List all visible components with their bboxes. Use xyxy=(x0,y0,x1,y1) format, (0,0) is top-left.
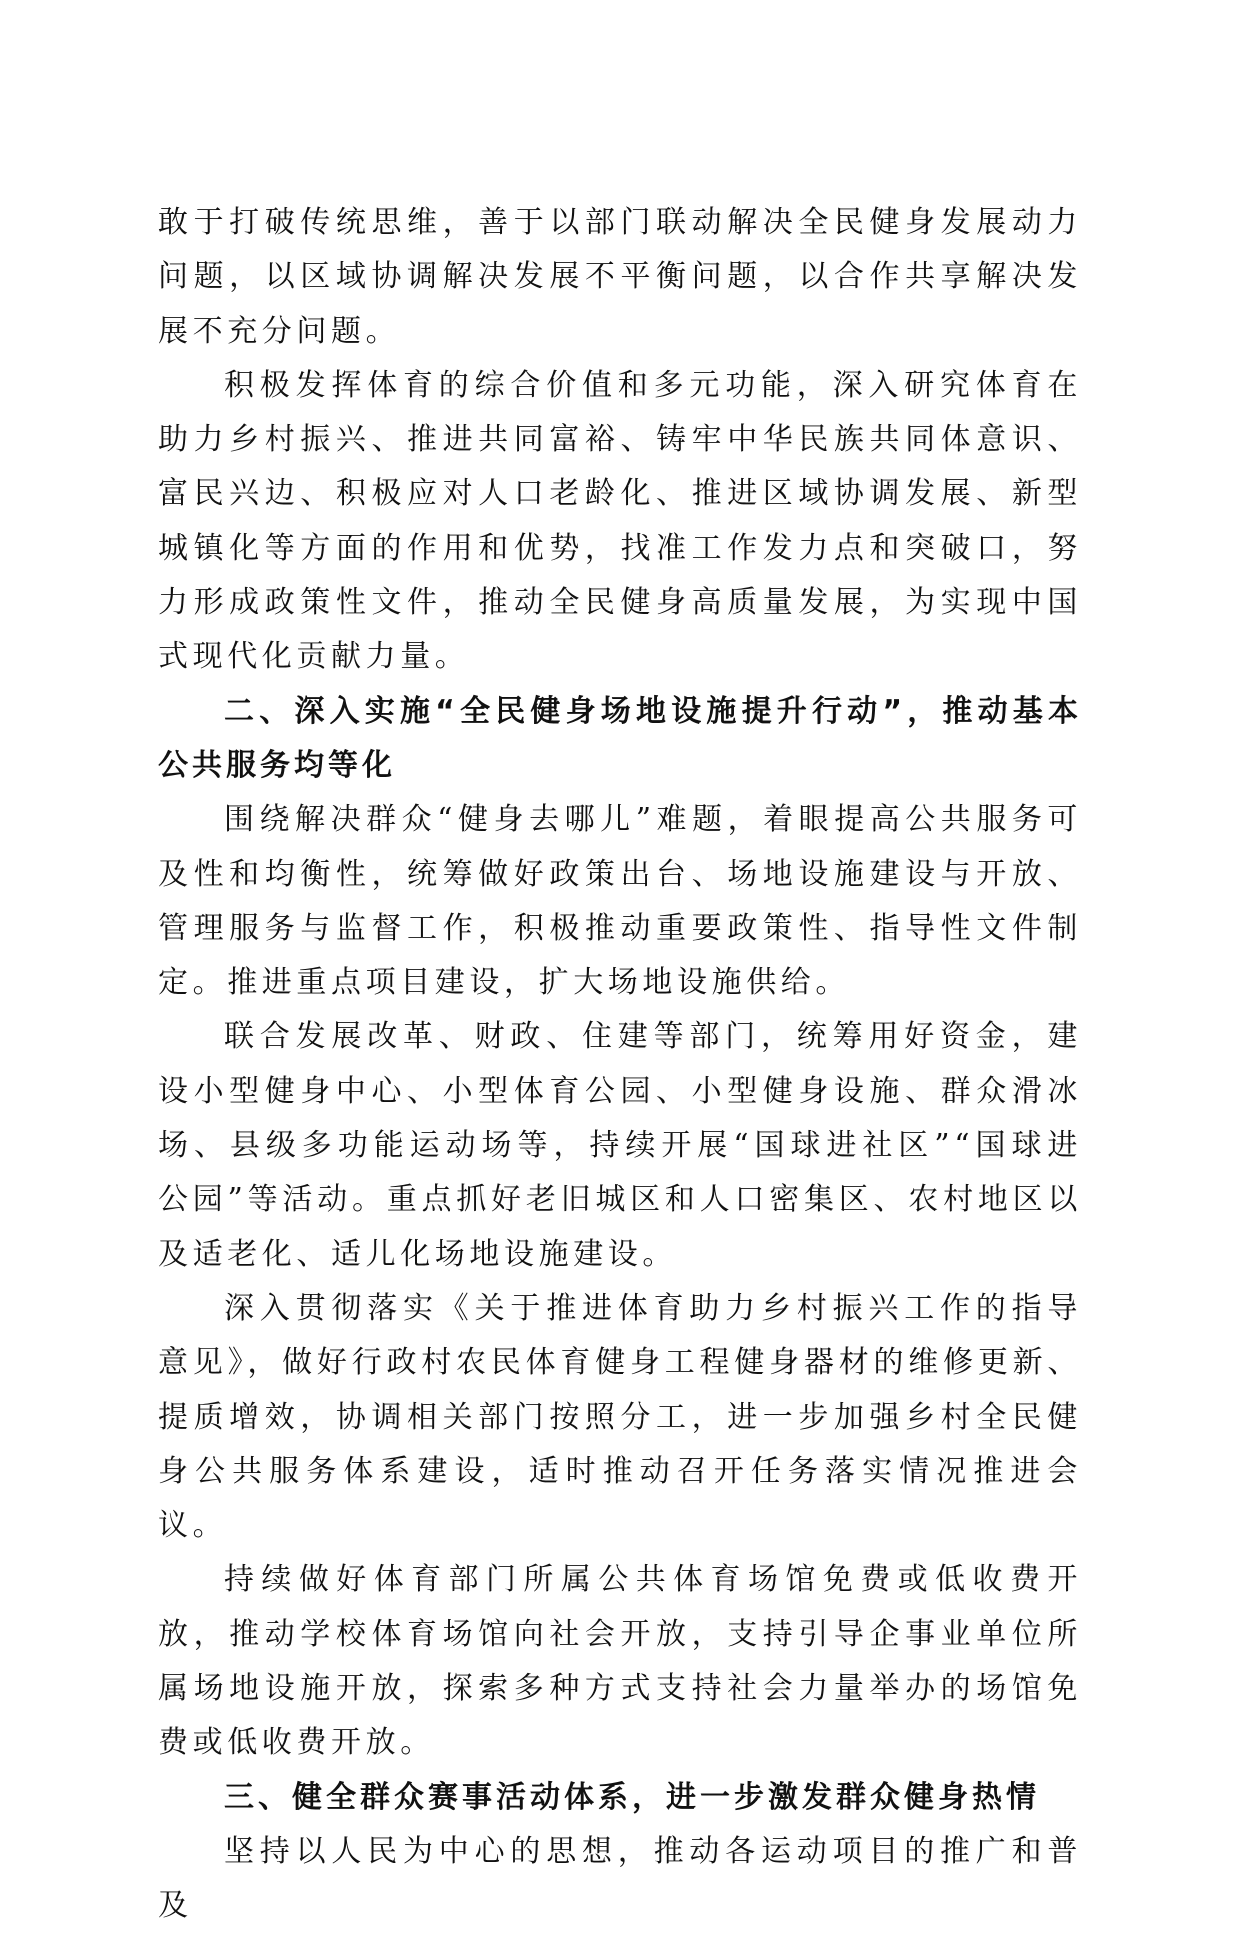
document-page xyxy=(158,196,1082,1934)
paragraph-rural-revitalization: 深入贯彻落实《关于推进体育助力乡村振兴工作的指导意见》，做好行政村农民体育健身工程健身器材的维修更新、提质增效，协调相关部门按照分工，进一步加强乡村全民健身公共服务体系建设，适时推动召开任务落实情况推进会议。 xyxy=(158,1290,1082,1544)
paragraph-continuation: 敢于打破传统思维，善于以部门联动解决全民健身发展动力问题，以区域协调解决发展不平衡问题，以合作共享解决发展不充分问题。 xyxy=(158,205,1082,349)
paragraph-public-service: 围绕解决群众“健身去哪儿”难题，着眼提高公共服务可及性和均衡性，统筹做好政策出台、场地设施建设与开放、管理服务与监督工作，积极推动重要政策性、指导性文件制定。推进重点项目建设，扩大场地设施供给。 xyxy=(158,802,1082,1001)
paragraph-people-centered: 坚持以人民为中心的思想，推动各运动项目的推广和普及 xyxy=(158,1833,1082,1924)
section-heading-3: 三、健全群众赛事活动体系，进一步激发群众健身热情 xyxy=(224,1779,1040,1815)
paragraph-facility-construction: 联合发展改革、财政、住建等部门，统筹用好资金，建设小型健身中心、小型体育公园、小型健身设施、群众滑冰场、县级多功能运动场等，持续开展“国球进社区”“国球进公园”等活动。重点抓好老旧城区和人口密集区、农村地区以及适老化、适儿化场地设施建设。 xyxy=(158,1019,1082,1272)
paragraph-sports-value: 积极发挥体育的综合价值和多元功能，深入研究体育在助力乡村振兴、推进共同富裕、铸牢中华民族共同体意识、富民兴边、积极应对人口老龄化、推进区域协调发展、新型城镇化等方面的作用和优势，找准工作发力点和突破口，努力形成政策性文件，推动全民健身高质量发展，为实现中国式现代化贡献力量。 xyxy=(158,367,1082,675)
paragraph-venue-opening: 持续做好体育部门所属公共体育场馆免费或低收费开放，推动学校体育场馆向社会开放，支持引导企事业单位所属场地设施开放，探索多种方式支持社会力量举办的场馆免费或低收费开放。 xyxy=(158,1562,1082,1761)
section-heading-2: 二、深入实施“全民健身场地设施提升行动”，推动基本公共服务均等化 xyxy=(158,693,1082,783)
